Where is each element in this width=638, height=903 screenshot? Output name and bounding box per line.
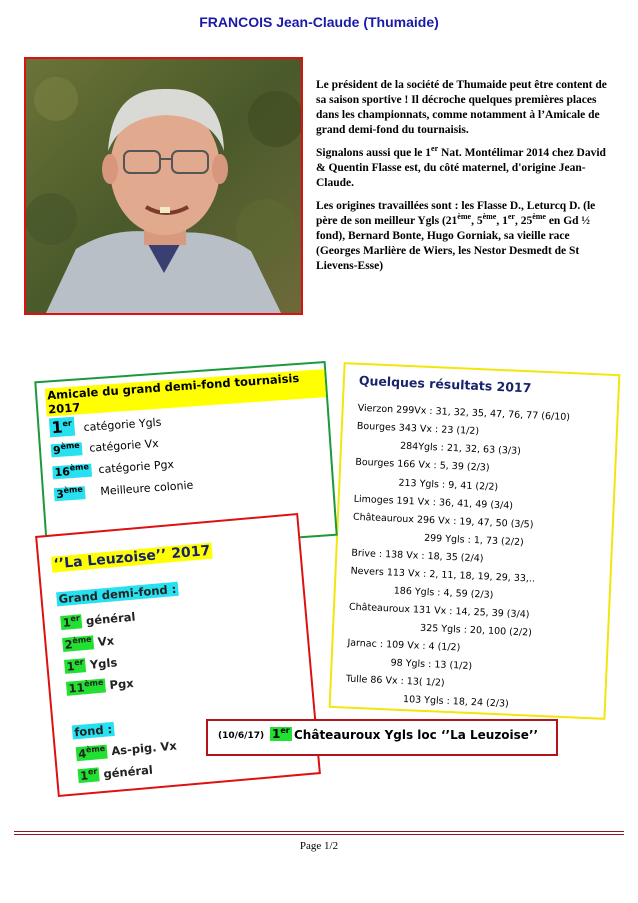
rank-badge: 1er	[272, 726, 290, 741]
footer-rule	[14, 834, 624, 835]
rank-badge: 3ème	[54, 486, 86, 501]
result-line: Jarnac : 109 Vx : 4 (1/2)	[347, 637, 461, 654]
leuzoise-row: 4ème As-pig. Vx	[77, 738, 178, 762]
leuzoise-row: 2ème Vx	[64, 633, 115, 652]
rank-badge: 1er	[49, 417, 75, 438]
result-line: Brive : 138 Vx : 18, 35 (2/4)	[351, 547, 484, 565]
result-line: 213 Ygls : 9, 41 (2/2)	[398, 477, 499, 493]
result-line: 98 Ygls : 13 (1/2)	[390, 657, 473, 673]
intro-paragraph: Les origines travaillées sont : les Flasse D., Leturcq D. (le père de son meilleur Ygls (21ème, 5ème, 1er, 25ème en Gd ½ fond), Bernard Bonte, Hugo Gorniak, sa vieille race (Georges Marlière de Wiers, les Nestor Desmedt de St Lievens-Esse)	[316, 200, 596, 272]
rank-badge: 2ème	[62, 635, 94, 652]
result-banner	[206, 719, 558, 756]
intro-paragraph: Signalons aussi que le 1er Nat. Montélimar 2014 chez David & Quentin Flasse est, du côté maternel, d'origine Jean-Claude.	[316, 144, 606, 189]
result-line: Châteauroux 131 Vx : 14, 25, 39 (3/4)	[348, 601, 530, 621]
result-line: Châteauroux 296 Vx : 19, 47, 50 (3/5)	[352, 511, 534, 531]
result-line: Bourges 166 Vx : 5, 39 (2/3)	[355, 456, 490, 474]
page-number: Page 1/2	[299, 840, 339, 852]
intro-paragraph: Le président de la société de Thumaide peut être content de sa saison sportive ! Il décroche quelques premières places dans les championnats, comme notamment à l’Amicale de grand demi-fond du tournaisis.	[316, 79, 607, 136]
rank-badge: 1er	[78, 767, 101, 783]
result-line: Tulle 86 Vx : 13( 1/2)	[345, 673, 445, 689]
grand-demi-fond-label: Grand demi-fond :	[58, 581, 177, 607]
leuzoise-row: 1er général	[62, 609, 136, 630]
leuzoise-row: 1er général	[79, 762, 154, 783]
portrait-image	[26, 59, 301, 313]
intro-text	[316, 78, 614, 282]
leuzoise-row: 1er Ygls	[65, 655, 118, 674]
rank-badge: 16ème	[52, 464, 91, 480]
leuzoise-heading: ‘’La Leuzoise’’ 2017	[52, 542, 211, 573]
amicale-row: 16ème catégorie Pgx	[54, 457, 175, 480]
result-line: 299 Ygls : 1, 73 (2/2)	[423, 532, 524, 549]
rank-badge: 1er	[64, 658, 87, 674]
rank-badge: 1er	[60, 614, 83, 630]
rank-badge: 11ème	[66, 678, 106, 695]
result-line: 284Ygls : 21, 32, 63 (3/3)	[399, 440, 522, 457]
amicale-row: 1er catégorie Ygls	[50, 415, 162, 438]
amicale-heading: Amicale du grand demi-fond tournaisis 2017	[45, 369, 326, 416]
fond-label: fond :	[73, 722, 113, 740]
portrait-photo	[24, 57, 303, 315]
results-heading: Quelques résultats 2017	[358, 372, 532, 396]
footer-rule	[14, 831, 624, 832]
rank-badge: 4ème	[76, 745, 108, 762]
result-line: 103 Ygls : 18, 24 (2/3)	[402, 694, 509, 710]
amicale-row: 9ème catégorie Vx	[52, 436, 160, 458]
result-line: Nevers 113 Vx : 2, 11, 18, 19, 29, 33,..	[350, 565, 536, 585]
result-line: Limoges 191 Vx : 36, 41, 49 (3/4)	[353, 493, 514, 512]
result-line: 325 Ygls : 20, 100 (2/2)	[419, 622, 533, 639]
leuzoise-row: 11ème Pgx	[67, 676, 135, 696]
result-line: Bourges 343 Vx : 23 (1/2)	[356, 420, 480, 438]
result-line: Vierzon 299Vx : 31, 32, 35, 47, 76, 77 (6/10)	[357, 402, 571, 424]
banner-text: Châteauroux Ygls loc ‘’La Leuzoise’’	[294, 728, 539, 742]
rank-badge: 9ème	[51, 442, 83, 457]
result-line: 186 Ygls : 4, 59 (2/3)	[393, 585, 494, 601]
page-title: FRANCOIS Jean-Claude (Thumaide)	[199, 14, 439, 30]
results-box	[329, 362, 621, 720]
amicale-row: 3ème Meilleure colonie	[55, 478, 194, 502]
banner-date: (10/6/17)	[218, 731, 265, 741]
